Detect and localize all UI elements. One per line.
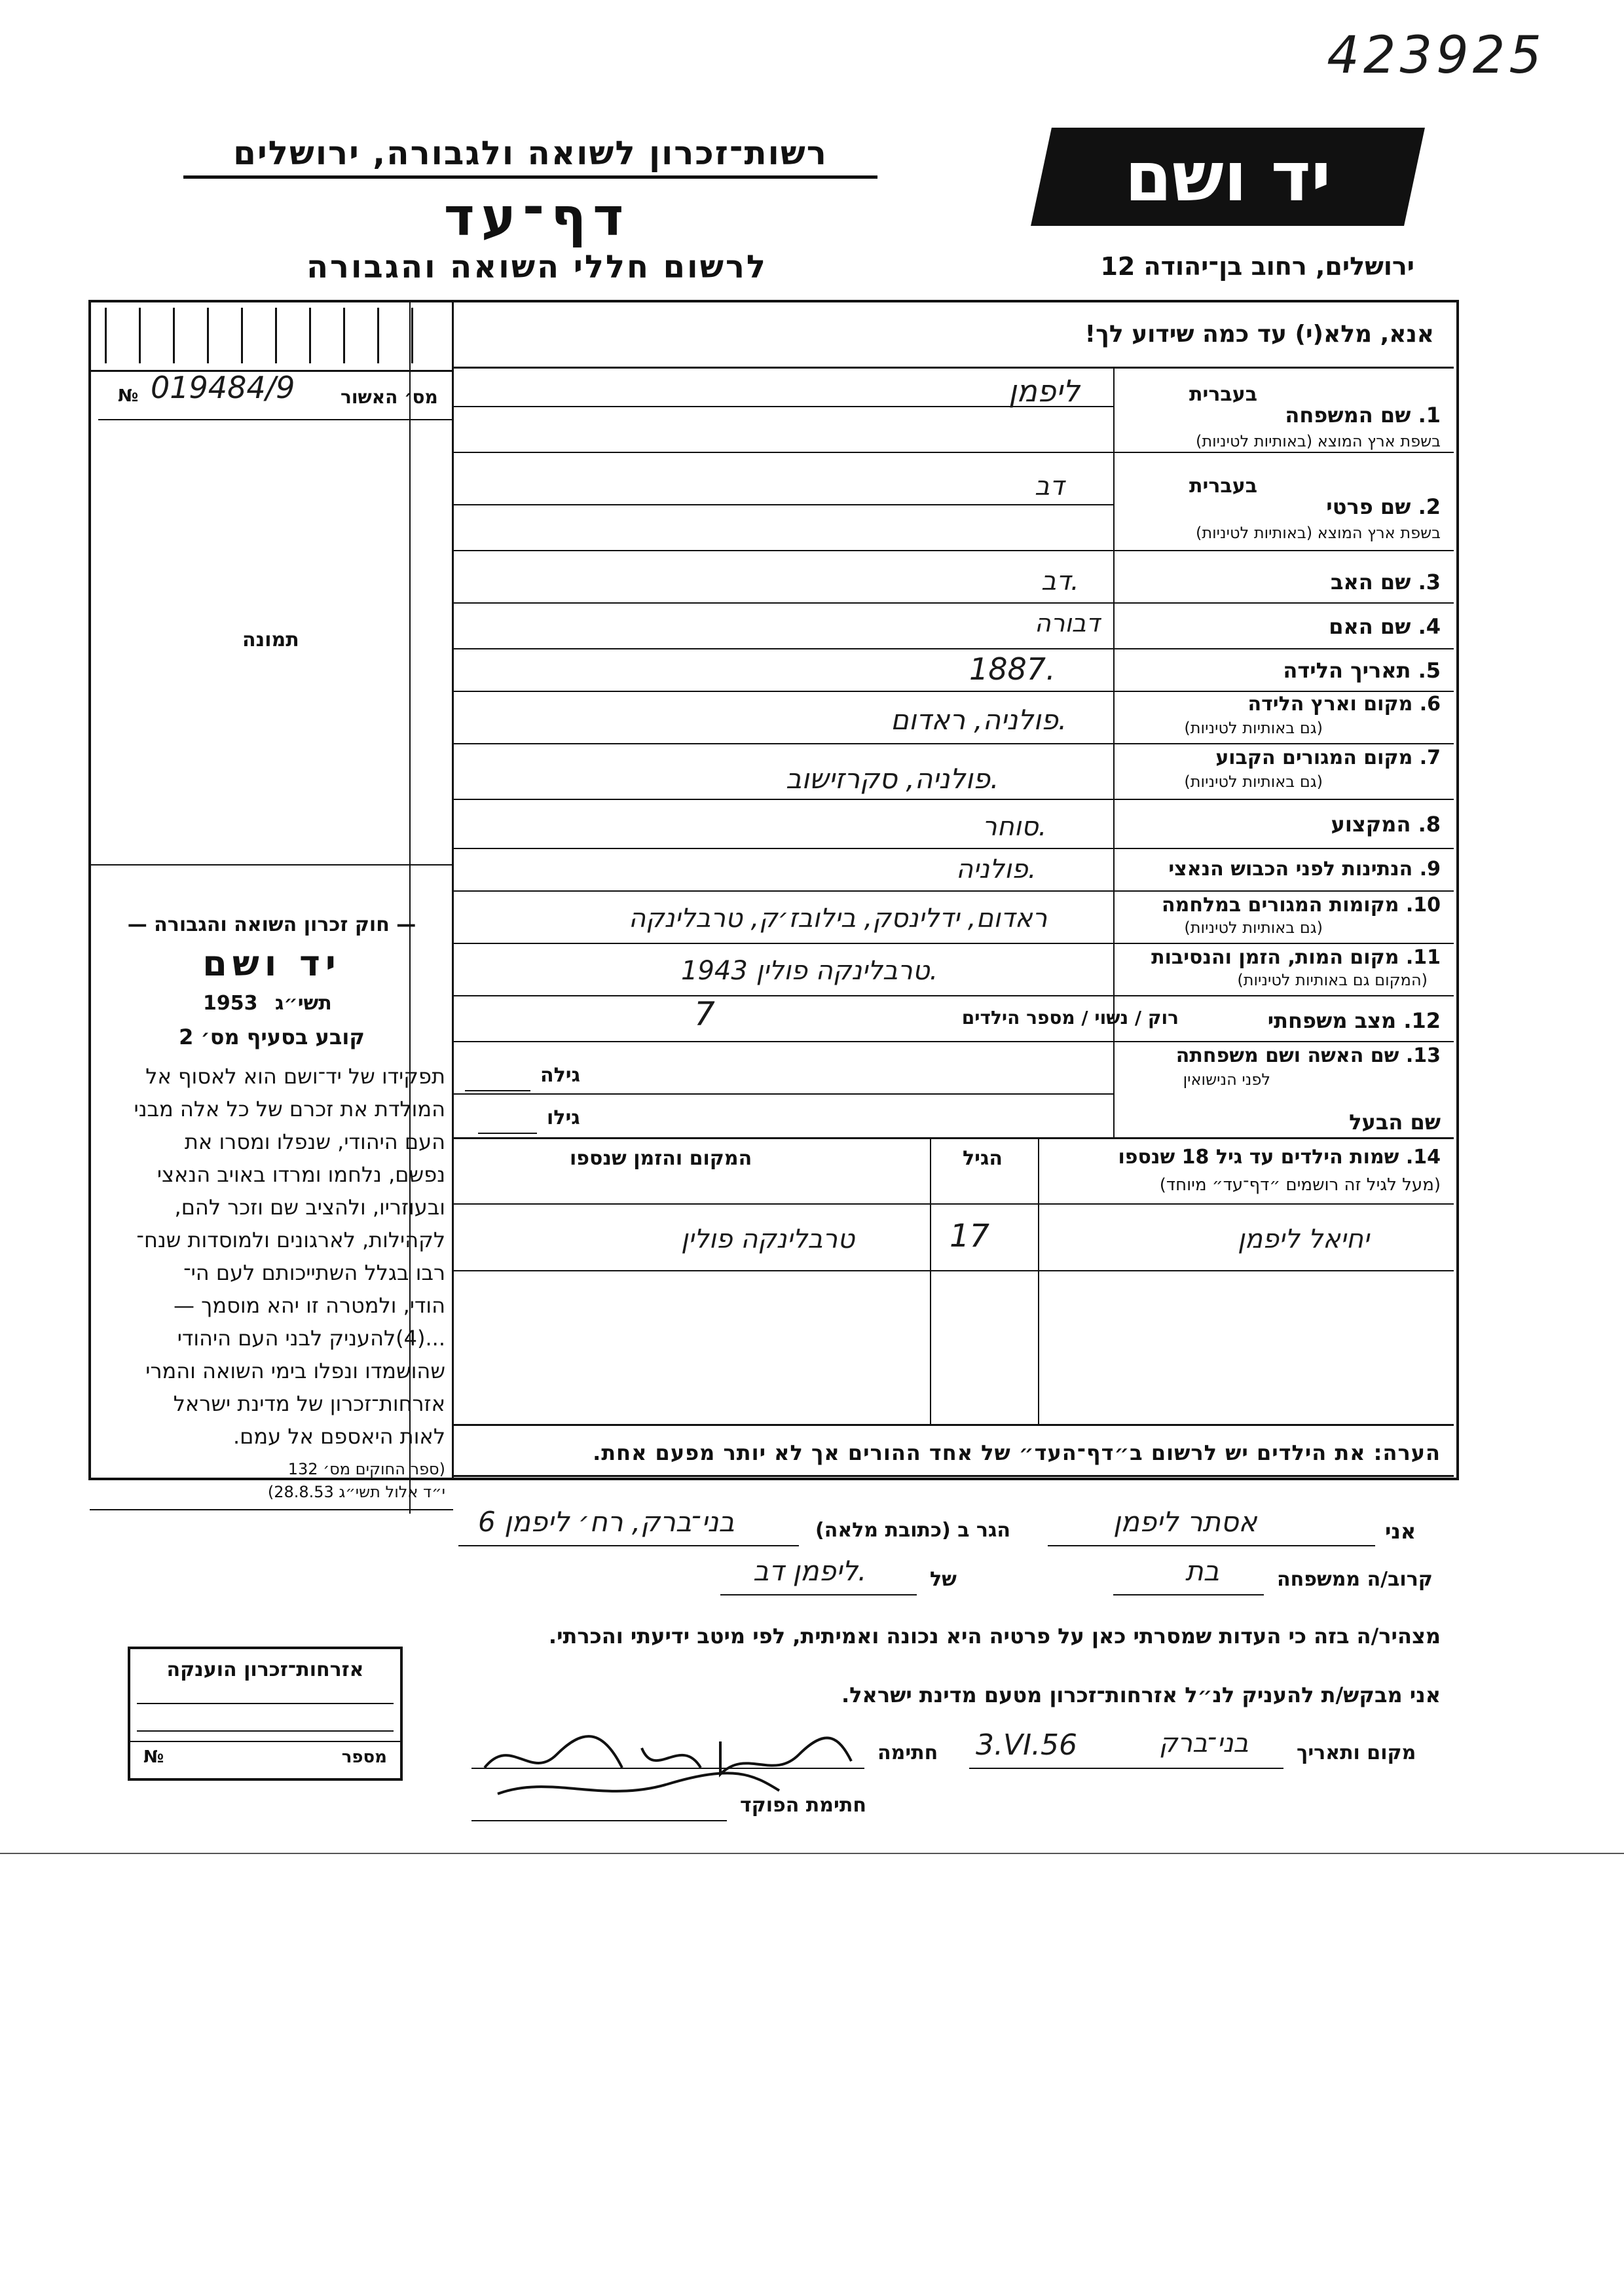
decl-relative-label: קרוב/ה ממשפחה [1277, 1568, 1433, 1591]
law-year-hebrew: תשי״ג [275, 992, 332, 1015]
note-bottom-line [453, 1475, 1454, 1477]
field-6-label: 6. מקום וארץ הלידה [1247, 693, 1441, 716]
decl-resides-label: הגר ב (כתובת מלאה) [815, 1519, 1011, 1542]
field-1-in-hebrew: בעברית [1189, 383, 1257, 406]
row-12-line [453, 1041, 1454, 1042]
field-13-sub: לפני הנישואין [1183, 1070, 1270, 1089]
citizenship-inner-line [137, 1703, 394, 1704]
field-6-sub: (גם באותיות לטיניות) [1184, 719, 1323, 737]
row-3-line [453, 602, 1454, 604]
field-11-value: טרבלינקה פולין 1943. [681, 956, 938, 986]
field-1-value: ליפמן [1008, 373, 1080, 409]
field-8-value: סוחר. [982, 812, 1047, 842]
row-13b-line [453, 1137, 1454, 1139]
law-line-8: הודי, ולמטרה זו יהא מוסמך — [173, 1293, 445, 1318]
approval-no-mark: № [118, 386, 139, 406]
row-13-line [453, 1093, 1113, 1095]
row-2b-line [453, 550, 1454, 551]
field-9-value: פולניה. [956, 854, 1037, 884]
law-line-1: תפקידו של יד־ושם הוא לאסוף אל [145, 1064, 445, 1089]
field-9-label: 9. הנתינות לפני הכבוש הנאצי [1168, 858, 1441, 881]
approval-line [98, 419, 452, 420]
decl-officer-line [471, 1820, 727, 1821]
decl-officer-label: חתימת הפוקד [740, 1794, 866, 1817]
row-1b-line [453, 452, 1454, 453]
husband-label: שם הבעל [1349, 1110, 1441, 1135]
field-7-label: 7. מקום המגורים הקבוע [1215, 746, 1441, 769]
instructions: אנא, מלא(י) עד כמה שידוע לך! [1084, 321, 1434, 348]
decl-place: בני־ברק [1159, 1728, 1249, 1758]
field-7-sub: (גם באותיות לטיניות) [1184, 773, 1323, 791]
decl-of-label: של [930, 1568, 957, 1591]
field-12-options: רוק / נשוי / מספר הילדים [961, 1007, 1179, 1029]
field-10-value: ראדום, ידלינסק, בילובז׳ק, טרבלינקה [629, 903, 1048, 934]
law-line-3: העם היהודי, שנפלו ומסרו את [184, 1129, 445, 1154]
decl-of-name: ליפמן דב. [753, 1555, 867, 1587]
field-6-value: פולניה, ראדום. [891, 704, 1067, 736]
row-4-line [453, 648, 1454, 649]
decl-statement: מצהיר/ה בזה כי העדות שמסרתי כאן על פרטיה היא נכונה ואמיתית, לפי מיטב ידיעתי והכרתי. [548, 1624, 1441, 1649]
field-1-label: 1. שם המשפחה [1285, 403, 1441, 428]
law-line-2: המולדת את זכרם של כל אלה מבני [134, 1097, 445, 1121]
row-2-line [453, 504, 1113, 505]
citizenship-no-mark: № [143, 1747, 164, 1767]
row-6-line [453, 743, 1454, 744]
children-header-line [453, 1203, 1454, 1205]
law-line-7: רבו בגלל השתייכותם לעם הי־ [183, 1260, 445, 1285]
law-ref-2: י״ד אלול תשי״ג 28.8.53) [267, 1483, 445, 1501]
decl-request: אני מבקש/ת להעניק לנ״ל אזרחות־זכרון מטעם מדינת ישראל. [841, 1683, 1441, 1707]
field-7-value: פולניה, סקרזישוב. [786, 763, 999, 795]
law-ref-1: (ספר החוקים מס׳ 132 [287, 1460, 445, 1478]
row-7-line [453, 799, 1454, 800]
law-line-11: אזרחות־זכרון של מדינת ישראל [173, 1391, 445, 1416]
field-11-label: 11. מקום המות, הזמן והנסיבות [1151, 946, 1441, 969]
instructions-divider [453, 367, 1454, 369]
field-13-label: 13. שם האשה ושם משפחתה [1175, 1044, 1441, 1067]
field-12-value: 7 [694, 995, 715, 1033]
law-clause: קובע בסעיף מס׳ 2 [179, 1025, 365, 1049]
law-line-10: שהושמדו ונפלו בימי השואה והמרי [145, 1358, 445, 1383]
decl-signature-label: חתימה [877, 1741, 938, 1764]
decl-address-line [458, 1545, 799, 1546]
note-top-line [453, 1424, 1454, 1426]
children-col-2 [1038, 1137, 1039, 1425]
authority-underline [183, 175, 877, 179]
field-4-label: 4. שם האם [1329, 614, 1441, 639]
wife-age-line [465, 1090, 530, 1091]
children-col-1 [930, 1137, 931, 1425]
field-1-sub: בשפת ארץ המוצא (באותיות לטיניות) [1196, 432, 1441, 450]
decl-address: בני־ברק, רח׳ ליפמן 6 [478, 1506, 735, 1538]
law-line-9: ...(4)להעניק לבני העם היהודי [177, 1326, 445, 1351]
decl-i-name: אסתר ליפמן [1113, 1506, 1257, 1538]
row-8-line [453, 848, 1454, 849]
bottom-fold-line [0, 1853, 1624, 1854]
row-5-line [453, 691, 1454, 692]
field-10-sub: (גם באותיות לטיניות) [1184, 919, 1323, 937]
logo-text: יד ושם [1124, 137, 1331, 217]
field-2-in-hebrew: בעברית [1189, 475, 1257, 498]
citizenship-number-label: מספר [341, 1747, 387, 1767]
law-line-5: ובעוזריו, ולהציב שם וזכר להם, [174, 1195, 445, 1220]
row-11-line [453, 995, 1454, 996]
husband-age-label: גילו [547, 1106, 580, 1129]
field-14-sub: (מעל לגיל זה רושמים ״דף־עד״ מיוחד) [1159, 1175, 1441, 1195]
decl-relation-line [1113, 1594, 1264, 1595]
citizenship-number-row [130, 1741, 400, 1778]
law-top-line [90, 864, 453, 866]
law-name: יד ושם [202, 943, 341, 984]
field-2-label: 2. שם פרטי [1326, 494, 1441, 519]
field-4-value: דבורה [1035, 609, 1100, 638]
law-line-6: לקהילות, לארגונים ולמוסדות שנח־ [136, 1228, 445, 1252]
husband-age-line [478, 1133, 537, 1134]
approval-number: 019484/9 [151, 370, 295, 405]
child-row-line [453, 1270, 1454, 1271]
row-9-line [453, 890, 1454, 892]
decl-date: 3.VI.56 [976, 1728, 1078, 1762]
law-line-4: נפשם, נלחמו ומרדו באויב הנאצי [157, 1162, 445, 1187]
field-3-value: דב. [1041, 566, 1079, 596]
decl-place-line [969, 1768, 1283, 1769]
yad-vashem-logo [1031, 128, 1425, 226]
child-age: 17 [950, 1218, 990, 1254]
field-12-label: 12. מצב משפחתי [1267, 1008, 1441, 1033]
decl-i-label: אני [1385, 1519, 1416, 1544]
children-age-header: הגיל [963, 1147, 1003, 1170]
field-3-label: 3. שם האב [1330, 570, 1441, 594]
law-bottom-line [90, 1509, 453, 1510]
wife-age-label: גילה [540, 1064, 580, 1087]
form-title: דף־עד [443, 187, 631, 247]
field-8-label: 8. המקצוע [1331, 812, 1441, 837]
row-10-line [453, 943, 1454, 944]
law-line-12: לאות היאספם אל עמם. [232, 1424, 445, 1449]
field-5-value: 1887. [969, 651, 1056, 687]
decl-relation: בת [1185, 1555, 1219, 1587]
decl-i-line [1048, 1545, 1375, 1546]
citizenship-inner-line-2 [137, 1730, 394, 1732]
citizenship-title: אזרחות־זכרון הוענקה [166, 1658, 364, 1681]
form-subtitle: לרשום חללי השואה והגבורה [306, 249, 767, 285]
authority-line: רשות־זכרון לשואה ולגבורה, ירושלים [233, 134, 828, 172]
archive-number: 423925 [1327, 26, 1545, 85]
citizenship-box [128, 1647, 403, 1781]
field-2-sub: בשפת ארץ המוצא (באותיות לטיניות) [1196, 524, 1441, 542]
photo-label: תמונה [242, 629, 299, 651]
field-11-sub: (המקום גם באותיות לטיניות) [1237, 971, 1428, 989]
children-place-header: המקום והזמן שנספו [570, 1147, 752, 1170]
tick-boxes [105, 308, 445, 363]
field-10-label: 10. מקומות המגורים במלחמה [1162, 894, 1441, 917]
decl-place-date-label: מקום ותאריך [1297, 1741, 1416, 1764]
field-2-value: דב [1035, 471, 1064, 501]
field-5-label: 5. תאריך הלידה [1283, 658, 1441, 683]
address: ירושלים, רחוב בן־יהודה 12 [1100, 252, 1414, 281]
law-year: 1953 [203, 992, 258, 1015]
field-14-label: 14. שמות הילדים עד גיל 18 שנספו [1118, 1146, 1441, 1169]
child-place: טרבלינקה פולין [681, 1224, 855, 1254]
law-title: — חוק זכרון השואה והגבורה — [127, 913, 416, 936]
note: הערה: את הילדים יש לרשום ב״דף־העד״ של אחד ההורים אך לא יותר מפעם אחת. [593, 1440, 1441, 1465]
witness-signature [471, 1709, 864, 1807]
decl-of-line [720, 1594, 917, 1595]
approval-label: מס׳ האשור [341, 386, 438, 408]
child-name: יחיאל ליפמן [1238, 1224, 1369, 1254]
